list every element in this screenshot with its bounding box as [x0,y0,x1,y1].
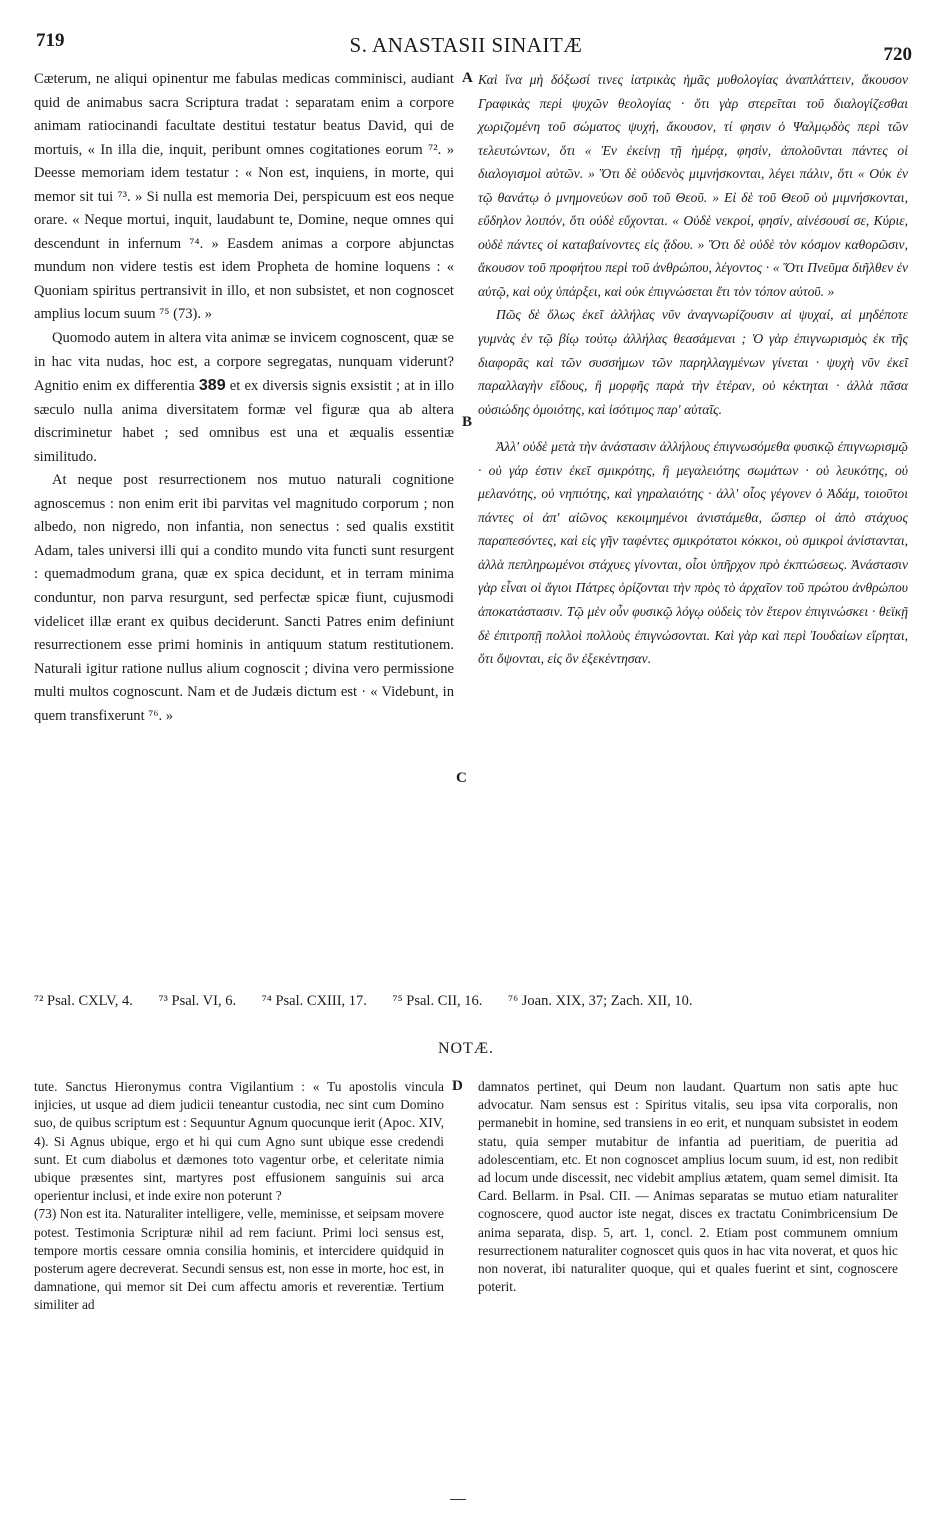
footnote-ref: ⁷⁵ Psal. CII, 16. [392,993,483,1009]
section-marker-b: B [462,414,473,430]
latin-column [34,68,454,728]
notes-right-column [478,1078,898,1296]
note-left-paragraph-2: (73) Non est ita. Naturaliter intelligere, velle, meminisse, et seipsam movere potest. Testimonia Scripturæ nihil ad rem faciunt. Primi loci sensus est, tempore mortis cessare omnia consilia hominis, et intercidere quidquid in posterum agere decreverat. Secundi sensus est, non esse in morte, hoc est, in damnatione, qui memor sit Dei cum affectu amoris et reverentiæ. Tertium similiter ad [34,1206,444,1313]
latin-paragraph-3: At neque post resurrectionem nos mutuo naturali cognitione agnoscemus : non enim erit ibi parvitas vel magnitudo corporum ; non albedo, non nigredo, non infantia, non senectus : sed qualis exstitit Adam, tales universi illi qui a condito mundo vita functi sunt resurgent : quemadmodum grana, quæ ex spica decidunt, et in terram minima conduntur, non parva resurgunt, sed perfectæ spicæ fiunt, cujusmodi videlicet illæ erant ex quibus deciderunt. Sancti Patres enim definiunt resurrectionem esse primi hominis in antiquum statum restitutionem. Naturali igitur ratione nullus alium cognoscit ; divina vero permissione multi multos cognoscunt. Nam et de Judæis dictum est · « Videbunt, in quem transfixerunt ⁷⁶. » [34,472,454,724]
bottom-divider [450,1499,466,1500]
note-right-paragraph-1: damnatos pertinet, qui Deum non laudant. Quartum non satis apte huc advocatur. Nam sensus est : Spiritus vitalis, seu ipsa vita corporalis, non permanebit in homine, sed transiens in eo erit, et nunquam subsistet in eodem statu, quia semper mutabitur de infantia ad pueritiam, de pueritia ad adolescentiam, etc. Et non cognoscet amplius locum suum, id est, non redibit ad locum unde discessit, nec videbit amplius ætatem, quam semel dimisit. Ita Card. Bellarm. in Psal. CII. — Animas separatas se mutuo etiam naturaliter cognoscere, quod auctor iste negat, disces ex tractatu Conimbricensium De anima separata, disp. 5, art. 1, concl. 2. Etiam post communem omnium resurrectionem naturaliter cognoscet quis quos in hac vita noverat, et quos hic non noverat, ibi naturaliter quoque, qui et quales fuerint et sint, cognoscere poterit. [478,1079,898,1295]
greek-column [478,68,908,671]
footnote-ref: ⁷³ Psal. VI, 6. [158,993,237,1009]
footnote-ref: ⁷² Psal. CXLV, 4. [34,993,133,1009]
latin-paragraph-2 [34,327,454,469]
scripture-references [34,990,894,1012]
notes-heading: NOTÆ. [437,1040,495,1057]
footnote-ref: ⁷⁶ Joan. XIX, 37; Zach. XII, 10. [508,993,693,1009]
column-number: 389 [198,377,226,395]
latin-paragraph-2-start: Quomodo autem in altera vita animæ se invicem cognoscent, quæ se in hac vita nudas, hoc est, a corpore segregatas, nunquam viderunt? Agnitio enim ex differentia [34,330,454,395]
section-marker-c: C [456,770,467,786]
section-marker-a: A [462,70,473,86]
latin-paragraph-1: Cæterum, ne aliqui opinentur me fabulas medicas comminisci, audiant quid de animabus sacra Scriptura tradat : separatam enim a corpore animam ratiocinandi facultate destitui testatur beatus David, qui de mortuis, « In illa die, inquit, peribunt omnes cogitationes eorum ⁷². » Deesse memoriam idem testatur : « Non est, inquiens, in morte, qui memor sit tui ⁷³. » Si nulla est memoria Dei, perspicuum est eos neque orare. « Neque mortui, inquit, laudabunt te, Domine, neque omnes qui descendunt in infernum ⁷⁴. » Easdem animas a corpore abjunctas mundum non videre testis est idem Propheta de homine loquens : « Quoniam spiritus pertransivit in illo, et non subsistet, et non cognoscet amplius locum suum ⁷⁵ (73). » [34,71,454,323]
left-page-number: 719 [36,30,65,51]
right-page-number: 720 [883,44,912,65]
notes-left-column [34,1078,444,1315]
section-marker-d: D [452,1078,463,1094]
greek-paragraph-3: Ἀλλ' οὐδὲ μετὰ τὴν ἀνάστασιν ἀλλήλους ἐπιγνωσόμεθα φυσικῷ ἐπιγνωρισμῷ · οὐ γάρ ἐστιν ἐκεῖ σμικρότης, ἢ μεγαλειότης σωμάτων · οὐ λευκότης, οὐ μελανότης, οὐ νηπιότης, καὶ γηραλαιότης · ἀλλ' οἷος γέγονεν ὁ Ἀδάμ, τοιοῦτοι πάντες οἱ ἀπ' αἰῶνος κεκοιμημένοι ἀνιστάμεθα, ὥσπερ οἱ ἀπὸ στάχυος παραπεσόντες, καὶ εἰς γῆν ταφέντες σμικρότατοι κόκκοι, οὐ σμικροὶ ἀνίστανται, ἀλλὰ πεπληρωμένοι στάχυες γίνονται, οἷοι ὑπῆρχον πρὸ ἐκπτώσεως. Ἀνάστασιν γὰρ εἶναι οἱ ἅγιοι Πάτρες ὁρίζονται τὴν πρὸς τὸ ἀρχαῖον τοῦ πρώτου ἀνθρώπου ἀποκατάστασιν. Τῷ μὲν οὖν φυσικῷ λόγῳ οὐδεὶς τὸν ἕτερον ἐπιγινώσκει · θεϊκῇ δὲ ἐπιτροπῇ πολλοὶ πολλοὺς ἐπιγνώσονται. Καὶ γὰρ καὶ περὶ Ἰουδαίων εἴρηται, ὅτι ὄψονται, εἰς ὃν ἐξεκέντησαν. [478,439,908,667]
greek-paragraph-2: Πῶς δὲ ὅλως ἐκεῖ ἀλλήλας νῦν ἀναγνωρίζουσιν αἱ ψυχαί, αἱ μηδέποτε γυμνὰς ἐν τῷ βίῳ τούτῳ ἀλλήλας θεασάμεναι ; Ὁ γὰρ ἐπιγνωρισμὸς ἐκ τῆς διαφορᾶς καὶ τῶν συσσήμων τῶν παρηλλαγμένων γίνεται · ψυχὴ νῦν ἐκεῖ παραλλαγὴν εἴδους, ἢ μορφῆς παρὰ τὴν ἑτέραν, οὐ κέκτηται · ἀλλὰ πᾶσα οὐσιώδης ὁμοιότης, καὶ ἰσότιμος παρ' αὐταῖς. [478,307,908,417]
latin-paragraph-2-end: et ex diversis signis exsistit ; at in illo sæculo nulla anima diversitatem formæ vel figuræ qua ab altera discriminetur habet ; sed omnibus est una et æqualis essentiæ similitudo. [34,378,454,465]
footnote-ref: ⁷⁴ Psal. CXIII, 17. [261,993,367,1009]
greek-paragraph-1: Καὶ ἵνα μὴ δόξωσί τινες ἰατρικὰς ἡμᾶς μυθολογίας ἀναπλάττειν, ἄκουσον Γραφικὰς περὶ ψυχῶν θεολογίας · ὅτι γὰρ στερεῖται τοῦ διαλογίζεσθαι χωριζομένη τοῦ σώματος ψυχή, ἄκουσον, τί φησιν ὁ Ψαλμῳδὸς περὶ τῶν τελευτώντων, ὅτι « Ἐν ἐκείνῃ τῇ ἡμέρᾳ, φησίν, ἀπολοῦνται πάντες οἱ διαλογισμοὶ αὐτῶν. » Ὅτι δὲ οὐδενὸς μιμνήσκονται, λέγει πάλιν, ὅτι « Οὐκ ἐν τῷ θανάτῳ ὁ μνημονεύων σοῦ τοῦ Θεοῦ. » Εἰ δὲ τοῦ Θεοῦ οὐ μιμνήσκονται, εὔδηλον λοιπόν, ὅτι οὐδὲ εὔχονται. « Οὐδὲ νεκροί, φησίν, αἰνέσουσί σε, Κύριε, οὐδὲ πάντες οἱ καταβαίνοντες εἰς ᾅδου. » Ὅτι δὲ οὐδὲ τὸν κόσμον καθορῶσιν, ἄκουσον τοῦ προφήτου περὶ τοῦ ἀνθρώπου, λέγοντος · « Ὅτι Πνεῦμα διῆλθεν ἐν αὐτῷ, καὶ οὐχ ὑπάρξει, καὶ οὐκ ἐπιγνώσεται ἔτι τὸν τόπον αὐτοῦ. » [478,72,908,299]
running-title: S. ANASTASII SINAITÆ [349,33,583,57]
note-left-paragraph-1: tute. Sanctus Hieronymus contra Vigilantium : « Tu apostolis vincula injicies, ut usque ad diem judicii teneantur custodia, nec sint cum Domino suo, de quibus scriptum est : Sequuntur Agnum quocunque ierit (Apoc. XIV, 4). Si Agnus ubique, ergo et hi qui cum Agno sunt ubique esse credendi sunt. Et cum diabolus et dæmones toto vagentur orbe, et celeritate nimia ubique præsentes sint, martyres post effusionem sanguinis sui arca operientur inclusi, et inde exire non poterunt ? [34,1079,444,1204]
